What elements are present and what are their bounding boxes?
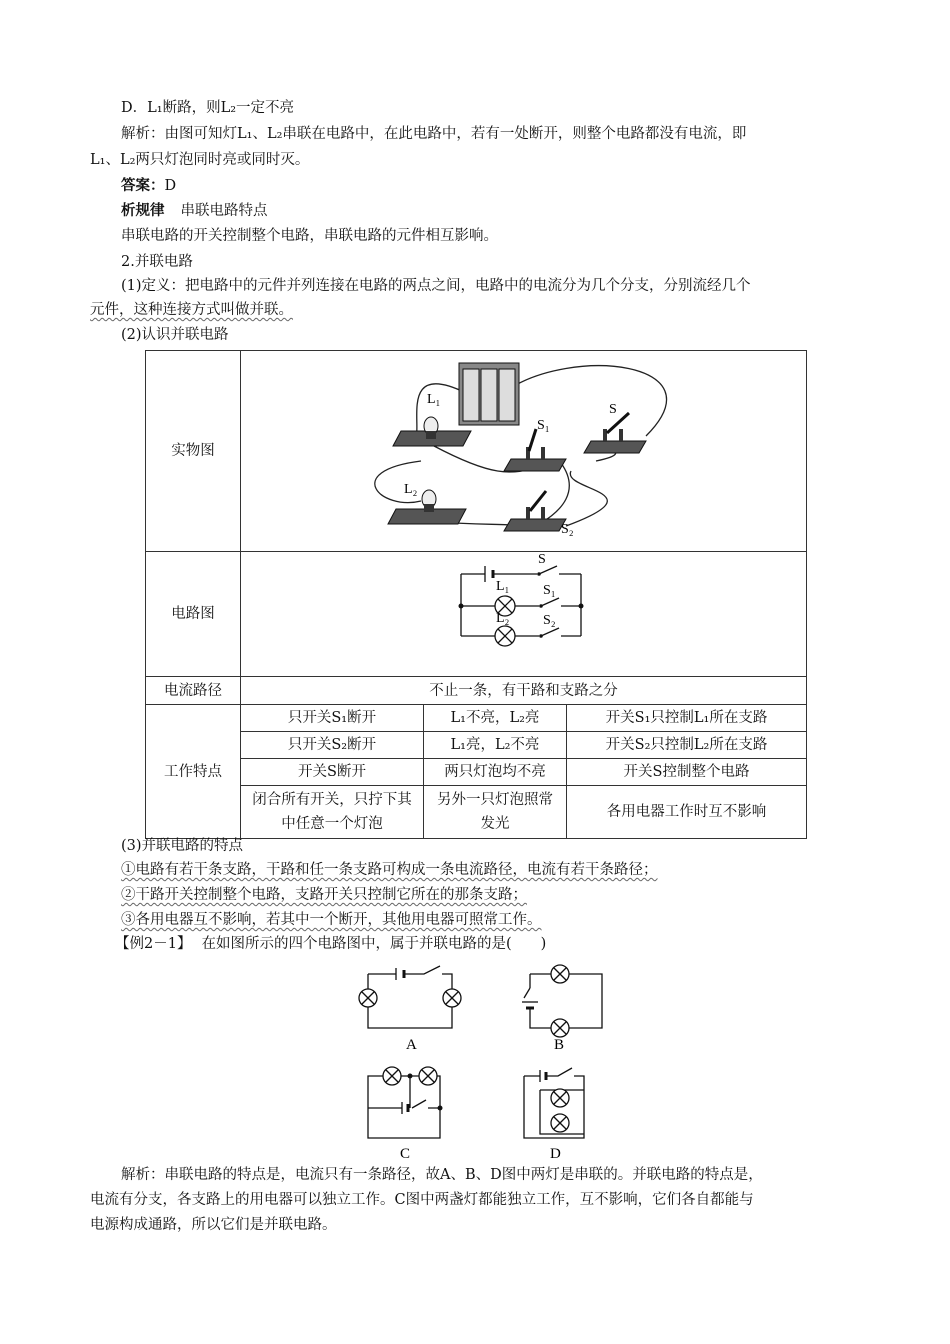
option-b-circuit [522, 965, 602, 1037]
parallel-circuit-schematic [241, 552, 806, 670]
feature-2 [121, 885, 527, 905]
switch-s-icon [584, 413, 646, 453]
schematic-label-s: S [538, 552, 546, 567]
physical-diagram-cell [241, 351, 807, 552]
label-l1: L₁ [427, 392, 441, 407]
answer-value: D [164, 178, 177, 194]
work-result-1: L₁不亮，L₂亮 [424, 705, 567, 732]
work-result-2: L₁亮，L₂不亮 [424, 732, 567, 759]
example-options-figure [340, 958, 630, 1163]
know-parallel-title: (2)认识并联电路 [121, 327, 229, 343]
lamp-l2-icon [388, 490, 466, 524]
example-question-text: 在如图所示的四个电路图中，属于并联电路的是( ) [201, 936, 547, 952]
analysis-2-line-2: 电流有分支，各支路上的用电器可以独立工作。C图中两盏灯都能独立工作，互不影响，它们各自都能与 [90, 1192, 754, 1208]
rule-label: 析规律 [121, 202, 165, 219]
definition-line-2 [90, 300, 293, 320]
battery-icon [459, 363, 519, 425]
rule-text: 串联电路的开关控制整个电路，串联电路的元件相互影响。 [121, 228, 498, 244]
switch-s1-icon [504, 429, 566, 471]
analysis-1-line-2: L₁、L₂两只灯泡同时亮或同时灭。 [90, 152, 310, 168]
label-l2: L₂ [404, 482, 418, 497]
feature-3 [121, 910, 542, 930]
definition-line-2-text: 元件，这种连接方式叫做并联。 [90, 302, 293, 318]
label-s: S [609, 402, 617, 417]
row-label-physical: 实物图 [146, 351, 241, 552]
rule-line [121, 201, 268, 221]
row-label-circuit: 电路图 [146, 552, 241, 677]
work-result-3: 两只灯泡均不亮 [424, 759, 567, 786]
example-label: 【例2－1】 [115, 936, 192, 952]
schematic-label-l1: L₁ [496, 579, 510, 594]
option-a-circuit [359, 966, 461, 1028]
work-result-4: 另外一只灯泡照常发光 [424, 786, 567, 839]
analysis-2-line-1: 解析：串联电路的特点是，电流只有一条路径，故A、B、D图中两灯是串联的。并联电路的特点是， [121, 1167, 763, 1183]
current-path-value: 不止一条，有干路和支路之分 [241, 677, 807, 705]
schematic-label-s2: S₂ [543, 613, 556, 628]
label-s2: S₂ [561, 522, 574, 537]
section-title: 2.并联电路 [121, 254, 193, 270]
physical-circuit-illustration [241, 351, 806, 545]
analysis-1-line-1: 解析：由图可知灯L₁、L₂串联在电路中，在此电路中，若有一处断开，则整个电路都没有电流，即 [121, 126, 747, 142]
feature-2-text: ②干路开关控制整个电路，支路开关只控制它所在的那条支路； [121, 887, 527, 903]
option-a-label: A [406, 1037, 417, 1053]
parallel-circuit-table [145, 350, 807, 839]
circuit-diagram-cell [241, 552, 807, 677]
work-conclusion-4: 各用电器工作时互不影响 [567, 786, 807, 839]
option-d-label: D [550, 1146, 561, 1162]
feature-1-text: ①电路有若干条支路，干路和任一条支路可构成一条电流路径，电流有若干条路径； [121, 862, 658, 878]
schematic-label-l2: L₂ [496, 611, 510, 626]
features-title: (3)并联电路的特点 [121, 838, 244, 854]
work-conclusion-3: 开关S控制整个电路 [567, 759, 807, 786]
schematic-label-s1: S₁ [543, 583, 556, 598]
work-condition-3: 开关S断开 [241, 759, 424, 786]
answer-line [121, 176, 176, 196]
option-b-label: B [554, 1037, 565, 1053]
work-condition-4: 闭合所有开关，只拧下其中任意一个灯泡 [241, 786, 424, 839]
row-label-current-path: 电流路径 [146, 677, 241, 705]
definition-line-1: (1)定义：把电路中的元件并列连接在电路的两点之间，电路中的电流分为几个分支，分别流经几个 [121, 278, 751, 294]
option-d: D．L₁断路，则L₂一定不亮 [121, 100, 295, 116]
rule-title: 串联电路特点 [180, 203, 268, 219]
work-condition-2: 只开关S₂断开 [241, 732, 424, 759]
example-question [115, 934, 546, 954]
option-d-circuit [524, 1068, 584, 1138]
answer-label: 答案： [121, 177, 165, 194]
work-conclusion-2: 开关S₂只控制L₂所在支路 [567, 732, 807, 759]
row-label-work: 工作特点 [146, 705, 241, 839]
lamp-l2-schematic-icon [495, 626, 515, 646]
option-c-label: C [400, 1146, 411, 1162]
option-c-circuit [368, 1067, 440, 1138]
feature-1 [121, 860, 658, 880]
label-s1: S₁ [537, 418, 550, 433]
work-condition-1: 只开关S₁断开 [241, 705, 424, 732]
feature-3-text: ③各用电器互不影响，若其中一个断开，其他用电器可照常工作。 [121, 912, 542, 928]
work-conclusion-1: 开关S₁只控制L₁所在支路 [567, 705, 807, 732]
analysis-2-line-3: 电源构成通路，所以它们是并联电路。 [90, 1217, 337, 1233]
